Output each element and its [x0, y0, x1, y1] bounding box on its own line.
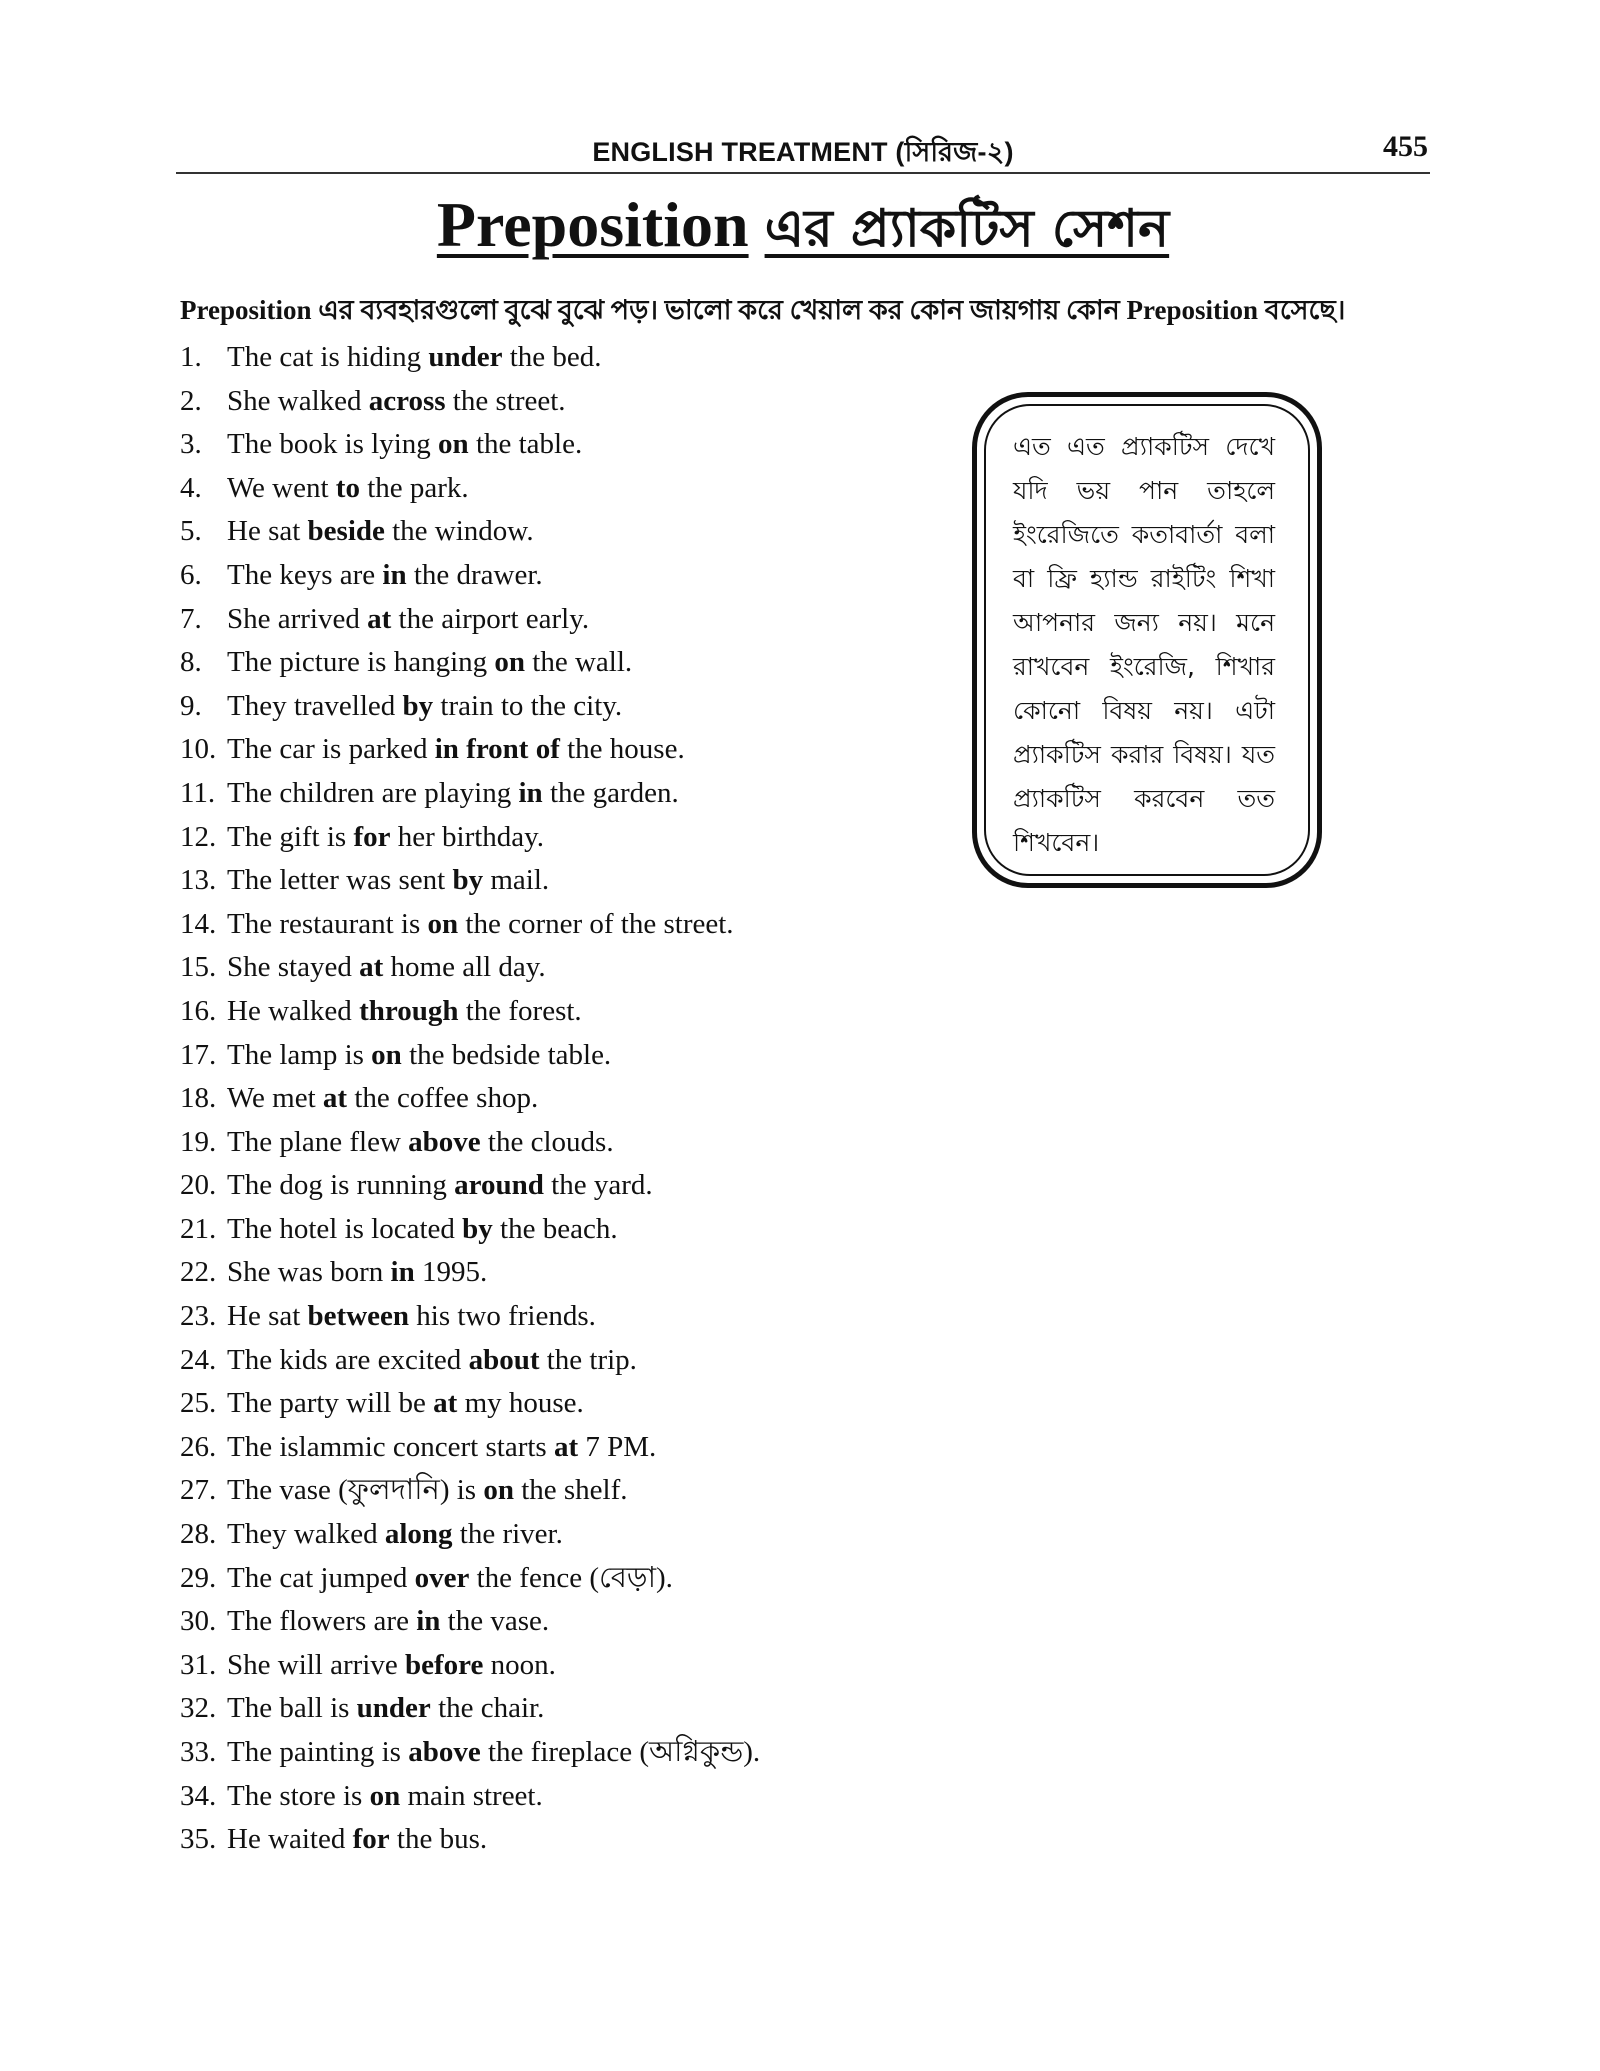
header-title: ENGLISH TREATMENT (সিরিজ-২) — [592, 137, 1014, 167]
note-text: এত এত প্র্যাকটিস দেখে যদি ভয় পান তাহলে ইংরেজিতে কতাবার্তা বলা বা ফ্রি হ্যান্ড রাইটিং শিখা আপনার জন্য নয়। মনে রাখবেন ইংরেজি, শিখার কোনো বিষয় নয়। এটা প্র্যাকটিস করার বিষয়। যত প্র্যাকটিস করবেন তত শিখবেন। — [1013, 432, 1275, 857]
list-item-number: 27. — [180, 1474, 217, 1507]
sentence-text: the beach. — [492, 1212, 618, 1245]
list-item-number: 12. — [180, 820, 217, 853]
sentence-text: the drawer. — [406, 558, 543, 591]
list-item-number: 30. — [180, 1605, 217, 1638]
sentence-text: He walked — [227, 994, 360, 1027]
list-item-number: 25. — [180, 1387, 217, 1420]
sentence-text: The keys are — [227, 558, 383, 591]
list-item — [180, 1600, 760, 1644]
preposition: under — [356, 1692, 431, 1725]
page-number: 455 — [1383, 130, 1428, 163]
sentence-text: the fence (বেড়া). — [469, 1561, 673, 1594]
sentence-text: The flowers are — [227, 1605, 417, 1638]
sentence-text: The party will be — [227, 1387, 434, 1420]
preposition: above — [408, 1125, 481, 1158]
preposition: along — [384, 1518, 453, 1551]
preposition: on — [494, 646, 526, 679]
sentence-text: mail. — [483, 864, 550, 897]
sentence-text: the vase. — [440, 1605, 550, 1638]
sentence-text: We went — [227, 471, 336, 504]
sentence-text: the coffee shop. — [347, 1082, 539, 1115]
list-item-number: 20. — [180, 1169, 217, 1202]
preposition: at — [359, 951, 384, 984]
sentence-text: 7 PM. — [578, 1430, 657, 1463]
sentence-text: the forest. — [458, 994, 582, 1027]
note-box — [972, 392, 1322, 888]
preposition: between — [307, 1300, 410, 1333]
sentence-text: He sat — [227, 1300, 308, 1333]
list-item — [180, 467, 760, 511]
sentence-text: the street. — [445, 384, 566, 417]
sentence-text: He waited — [227, 1823, 353, 1856]
sentence-text: train to the city. — [433, 689, 623, 722]
list-item-number: 26. — [180, 1430, 217, 1463]
sentence-text: She arrived — [227, 602, 368, 635]
list-item — [180, 1382, 760, 1426]
list-item-number: 24. — [180, 1343, 217, 1376]
list-item — [180, 1208, 760, 1252]
list-item — [180, 1295, 760, 1339]
preposition: in — [390, 1256, 415, 1289]
list-item — [180, 510, 760, 554]
list-item-number: 17. — [180, 1038, 217, 1071]
preposition: on — [438, 428, 469, 461]
sentence-text: The lamp is — [227, 1038, 372, 1071]
sentence-text: The vase (ফুলদানি) is — [227, 1474, 484, 1507]
list-item-number: 14. — [180, 907, 217, 940]
sentence-text: The book is lying — [227, 428, 439, 461]
sentence-text: The restaurant is — [227, 907, 428, 940]
sentence-text: the clouds. — [480, 1125, 614, 1158]
sentence-text: The picture is hanging — [227, 646, 495, 679]
sentence-text: the table. — [468, 428, 583, 461]
sentence-text: the corner of the street. — [458, 907, 734, 940]
preposition: for — [352, 1823, 390, 1856]
sentence-text: She stayed — [227, 951, 360, 984]
preposition: in front of — [434, 733, 560, 766]
sentence-text: The gift is — [227, 820, 354, 853]
list-item-number: 9. — [180, 689, 202, 722]
list-item-number: 5. — [180, 515, 202, 548]
sentence-text: the park. — [359, 471, 469, 504]
list-item — [180, 1077, 760, 1121]
list-item — [180, 859, 760, 903]
list-item — [180, 598, 760, 642]
sentence-text: The hotel is located — [227, 1212, 463, 1245]
page-title — [176, 188, 1430, 275]
list-item-number: 29. — [180, 1561, 217, 1594]
list-item — [180, 1164, 760, 1208]
list-item-number: 10. — [180, 733, 217, 766]
list-item-number: 28. — [180, 1518, 217, 1551]
list-item-number: 23. — [180, 1300, 217, 1333]
list-item — [180, 728, 760, 772]
list-item-number: 4. — [180, 471, 202, 504]
preposition: on — [483, 1474, 514, 1507]
list-item — [180, 1818, 760, 1862]
preposition: by — [462, 1212, 493, 1245]
list-item — [180, 1121, 760, 1165]
preposition: across — [368, 384, 446, 417]
preposition: at — [322, 1082, 348, 1115]
sentence-text: the house. — [559, 733, 685, 766]
preposition: at — [367, 602, 392, 635]
list-item-number: 1. — [180, 341, 202, 373]
list-item — [180, 423, 760, 467]
list-item — [180, 816, 760, 860]
list-item-number: 22. — [180, 1256, 217, 1289]
list-item — [180, 336, 760, 380]
list-item-number: 34. — [180, 1779, 217, 1812]
list-item — [180, 1687, 760, 1731]
sentence-text: The ball is — [227, 1692, 357, 1725]
title-english: Preposition — [436, 189, 749, 260]
sentence-text: They travelled — [227, 689, 403, 722]
list-item-number: 33. — [180, 1736, 217, 1768]
sentence-text: the fireplace (অগ্নিকুন্ড). — [480, 1736, 761, 1768]
sentence-text: We met — [227, 1082, 323, 1115]
sentence-text: The islammic concert starts — [227, 1430, 554, 1463]
list-item — [180, 641, 760, 685]
sentence-text: The car is parked — [227, 733, 435, 766]
list-item — [180, 1251, 760, 1295]
preposition: in — [518, 776, 543, 809]
page-header — [176, 128, 1430, 174]
list-item — [180, 1557, 760, 1601]
preposition: over — [414, 1561, 470, 1594]
list-item-number: 15. — [180, 951, 217, 984]
preposition: on — [369, 1779, 401, 1812]
sentence-text: She was born — [227, 1256, 391, 1289]
sentence-text: The kids are excited — [227, 1343, 469, 1376]
sentence-text: the shelf. — [513, 1474, 628, 1507]
list-item-number: 18. — [180, 1082, 217, 1115]
preposition: in — [416, 1605, 441, 1638]
sentence-list — [180, 336, 760, 1862]
preposition: on — [371, 1038, 402, 1071]
list-item — [180, 1513, 760, 1557]
sentence-text: his two friends. — [409, 1300, 596, 1333]
list-item-number: 11. — [180, 776, 216, 809]
sentence-text: the bus. — [389, 1823, 488, 1856]
list-item-number: 19. — [180, 1125, 217, 1158]
instruction-text: Preposition এর ব্যবহারগুলো বুঝে বুঝে পড়। ভালো করে খেয়াল কর কোন জায়গায় কোন Preposition বসেছে। — [180, 295, 1346, 325]
list-item-number: 21. — [180, 1212, 217, 1245]
sentence-text: The letter was sent — [227, 864, 453, 897]
sentence-text: the river. — [452, 1518, 563, 1551]
list-item — [180, 1644, 760, 1688]
sentence-text: main street. — [400, 1779, 543, 1812]
preposition: by — [402, 689, 434, 722]
list-item-number: 7. — [180, 602, 202, 635]
sentence-text: The store is — [227, 1779, 370, 1812]
sentence-text: the wall. — [525, 646, 633, 679]
preposition: above — [408, 1736, 481, 1768]
sentence-text: the airport early. — [391, 602, 590, 635]
sentence-text: the chair. — [430, 1692, 545, 1725]
list-item-number: 35. — [180, 1823, 217, 1856]
sentence-text: home all day. — [383, 951, 546, 984]
preposition: to — [335, 471, 360, 504]
list-item — [180, 1426, 760, 1470]
preposition: at — [433, 1387, 458, 1420]
sentence-text: 1995. — [414, 1256, 488, 1289]
preposition: for — [353, 820, 391, 853]
list-item-number: 3. — [180, 428, 202, 461]
sentence-text: the yard. — [543, 1169, 653, 1202]
list-item-number: 8. — [180, 646, 202, 679]
sentence-text: the trip. — [539, 1343, 637, 1376]
sentence-text: The cat jumped — [227, 1561, 415, 1594]
title-bengali: এর প্র্যাকটিস সেশন — [764, 199, 1170, 259]
list-item — [180, 1775, 760, 1819]
sentence-text: She will arrive — [227, 1648, 405, 1681]
sentence-text: noon. — [483, 1648, 556, 1681]
list-item-number: 16. — [180, 994, 217, 1027]
preposition: around — [454, 1169, 544, 1202]
list-item-number: 6. — [180, 558, 202, 591]
preposition: about — [468, 1343, 540, 1376]
list-item-number: 32. — [180, 1692, 217, 1725]
list-item — [180, 903, 760, 947]
list-item — [180, 946, 760, 990]
preposition: beside — [307, 515, 385, 548]
sentence-text: the bed. — [502, 341, 602, 373]
sentence-text: The cat is hiding — [227, 341, 429, 373]
preposition: under — [428, 341, 503, 373]
sentence-text: the bedside table. — [401, 1038, 612, 1071]
list-item — [180, 1034, 760, 1078]
list-item — [180, 685, 760, 729]
list-item — [180, 1469, 760, 1513]
sentence-text: The children are playing — [227, 776, 519, 809]
sentence-text: The plane flew — [227, 1125, 409, 1158]
sentence-text: her birthday. — [390, 820, 545, 853]
sentence-text: They walked — [227, 1518, 385, 1551]
list-item — [180, 380, 760, 424]
list-item — [180, 1339, 760, 1383]
list-item-number: 13. — [180, 864, 217, 897]
sentence-text: The painting is — [227, 1736, 409, 1768]
list-item-number: 31. — [180, 1648, 217, 1681]
sentence-text: the window. — [384, 515, 534, 548]
sentence-text: He sat — [227, 515, 308, 548]
sentence-text: my house. — [457, 1387, 584, 1420]
list-item — [180, 554, 760, 598]
preposition: before — [404, 1648, 484, 1681]
list-item — [180, 772, 760, 816]
list-item — [180, 990, 760, 1034]
preposition: at — [553, 1430, 579, 1463]
sentence-text: the garden. — [542, 776, 679, 809]
sentence-text: She walked — [227, 384, 369, 417]
preposition: by — [452, 864, 484, 897]
sentence-text: The dog is running — [227, 1169, 455, 1202]
preposition: on — [427, 907, 459, 940]
preposition: through — [359, 994, 459, 1027]
preposition: in — [382, 558, 407, 591]
list-item-number: 2. — [180, 384, 202, 417]
list-item — [180, 1731, 760, 1775]
